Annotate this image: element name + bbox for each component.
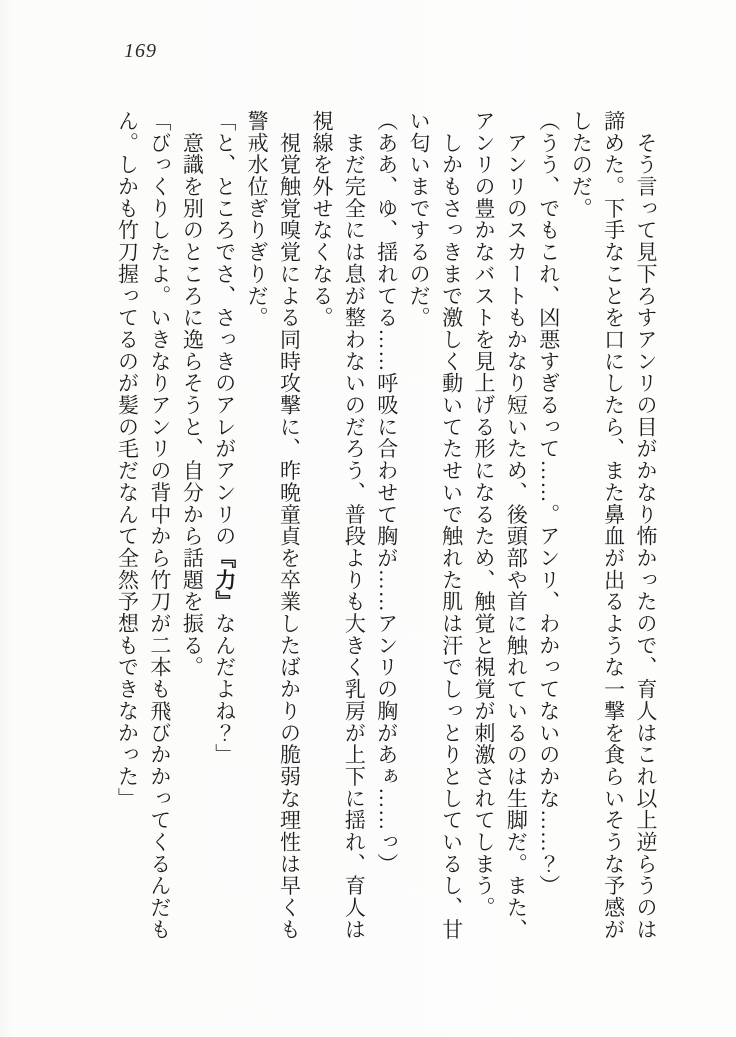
text-column: そう言って見下ろすアンリの目がかなり怖かったので、育人はこれ以上逆らうのは [634, 110, 658, 941]
dialogue-post: なんだよね？」 [212, 612, 237, 766]
text-column: 視線を外せなくなる。 [309, 110, 334, 329]
text-column: ん。しかも竹刀握ってるのが髪の毛だなんて全然予想もできなかった」 [115, 110, 140, 810]
text-column: （うう、でもこれ、凶悪すぎるって……。アンリ、わかってないのかな……？） [536, 110, 561, 897]
text-column: 諦めた。下手なことを口にしたら、また鼻血が出るような一撃を食らいそうな予感が [601, 110, 626, 941]
text-column: しかもさっきまで激しく動いてたせいで触れた肌は汗でしっとりとしているし、甘 [439, 110, 464, 941]
text-column: したのだ。 [569, 110, 594, 220]
text-column: 視覚触覚嗅覚による同時攻撃に、昨晩童貞を卒業したばかりの脆弱な理性は早くも [277, 110, 302, 941]
page-number: 169 [124, 40, 157, 62]
text-column: 意識を別のところに逸らそうと、自分から話題を振る。 [180, 110, 205, 679]
emphasized-word: 『力』 [212, 547, 237, 613]
text-column-with-emphasis [208, 110, 240, 942]
text-column: まだ完全には息が整わないのだろう、普段よりも大きく乳房が上下に揺れ、育人は [342, 110, 367, 941]
text-column: 「びっくりしたよ。いきなりアンリの背中から竹刀が二本も飛びかかってくるんだも [147, 110, 172, 941]
text-column: （ああ、ゆ、揺れてる……呼吸に合わせて胸が……アンリの胸があぁ……っ） [374, 110, 399, 875]
text-column: アンリのスカートもかなり短いため、後頭部や首に触れているのは生脚だ。また、 [504, 110, 529, 941]
text-column: 警戒水位ぎりぎりだ。 [245, 110, 270, 329]
dialogue-pre: 「と、ところでさ、さっきのアレがアンリの [212, 110, 237, 547]
vertical-text-block [108, 110, 662, 942]
text-column: アンリの豊かなバストを見上げる形になるため、触覚と視覚が刺激されてしまう。 [471, 110, 496, 919]
text-column: い匂いまでするのだ。 [407, 110, 432, 329]
